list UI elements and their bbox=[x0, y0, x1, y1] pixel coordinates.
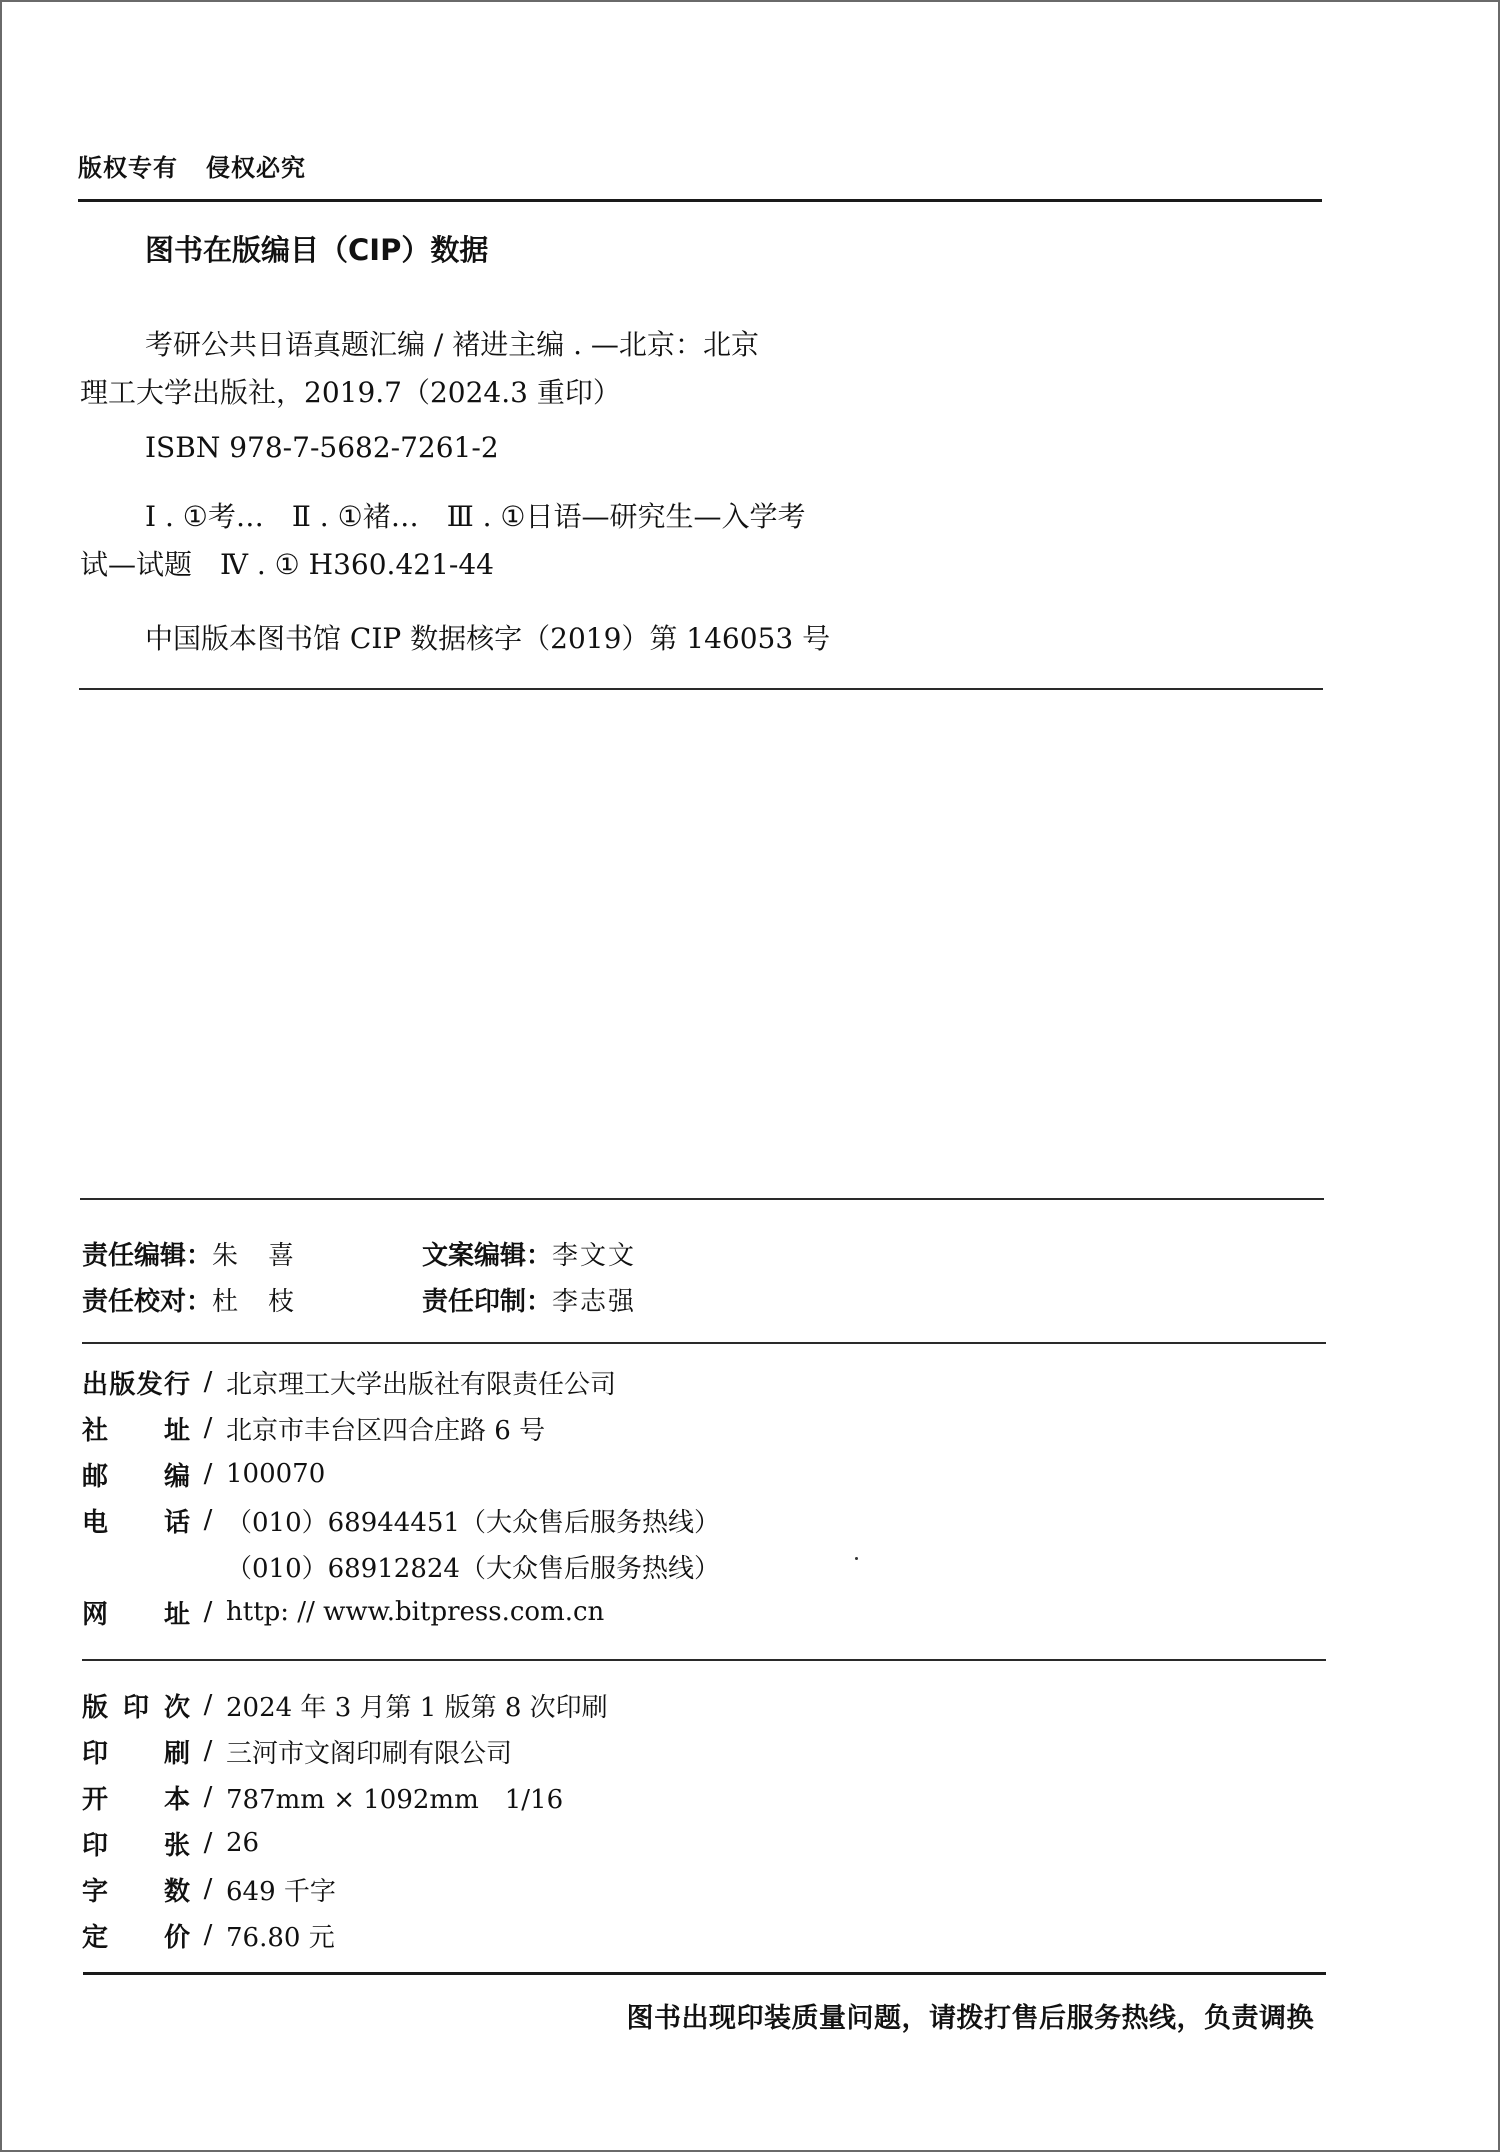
separator: / bbox=[203, 1413, 213, 1443]
separator: / bbox=[203, 1920, 213, 1950]
separator: / bbox=[203, 1597, 213, 1627]
separator: / bbox=[203, 1459, 213, 1489]
copyright-notice bbox=[78, 148, 306, 183]
phone-row-2 bbox=[82, 1543, 720, 1589]
scan-speck bbox=[855, 1557, 858, 1560]
cip-title: 图书在版编目（CIP）数据 bbox=[145, 233, 489, 267]
format-value: 787mm × 1092mm 1/16 bbox=[226, 1784, 564, 1815]
printer-row bbox=[82, 1728, 608, 1774]
separator: / bbox=[203, 1367, 213, 1397]
divider-editors-top bbox=[80, 1198, 1324, 1200]
editor-copy bbox=[422, 1235, 762, 1272]
separator: / bbox=[203, 1874, 213, 1904]
cip-line-1: 考研公共日语真题汇编 / 褚进主编 . —北京：北京 bbox=[145, 328, 759, 361]
publisher-name: 北京理工大学出版社有限责任公司 bbox=[226, 1369, 617, 1400]
divider-print-top bbox=[82, 1659, 1326, 1661]
publisher-row bbox=[82, 1359, 720, 1405]
editor-value: 杜 枝 bbox=[212, 1286, 297, 1317]
price-value: 76.80 元 bbox=[226, 1922, 335, 1953]
info-label: 出 版 发 行 bbox=[82, 1369, 190, 1400]
editor-value: 李文文 bbox=[552, 1240, 637, 1271]
info-label: 字 数 bbox=[82, 1876, 190, 1907]
info-label: 印 刷 bbox=[82, 1738, 190, 1769]
phone-value-2: （010）68912824（大众售后服务热线） bbox=[226, 1553, 720, 1584]
cip-record-number: 中国版本图书馆 CIP 数据核字（2019）第 146053 号 bbox=[145, 622, 831, 655]
editor-label: 责任印制： bbox=[422, 1286, 553, 1317]
info-label: 开 本 bbox=[82, 1784, 190, 1815]
sheets-row bbox=[82, 1820, 608, 1866]
address-value: 北京市丰台区四合庄路 6 号 bbox=[226, 1415, 546, 1446]
wordcount-row bbox=[82, 1866, 608, 1912]
sheets-value: 26 bbox=[226, 1828, 260, 1858]
editor-proofreader bbox=[82, 1281, 422, 1318]
info-label: 版 印 次 bbox=[82, 1692, 190, 1723]
info-label: 电 话 bbox=[82, 1507, 190, 1538]
printer-value: 三河市文阁印刷有限公司 bbox=[226, 1738, 513, 1769]
website-row bbox=[82, 1589, 720, 1635]
copyright-left: 版权专有 bbox=[78, 154, 178, 182]
info-label: 印 张 bbox=[82, 1830, 190, 1861]
phone-value-1: （010）68944451（大众售后服务热线） bbox=[226, 1507, 720, 1538]
print-info bbox=[82, 1682, 608, 1958]
editor-responsible bbox=[82, 1235, 422, 1272]
editor-label: 责任编辑： bbox=[82, 1240, 213, 1271]
wordcount-value: 649 千字 bbox=[226, 1876, 336, 1907]
editor-value: 朱 喜 bbox=[212, 1240, 297, 1271]
editor-label: 责任校对： bbox=[82, 1286, 213, 1317]
address-row bbox=[82, 1405, 720, 1451]
cip-line-2: 理工大学出版社，2019.7（2024.3 重印） bbox=[80, 376, 621, 409]
cip-isbn: ISBN 978-7-5682-7261-2 bbox=[145, 431, 499, 464]
edition-row bbox=[82, 1682, 608, 1728]
phone-row bbox=[82, 1497, 720, 1543]
editor-label: 文案编辑： bbox=[422, 1240, 553, 1271]
separator: / bbox=[203, 1782, 213, 1812]
footer-note: 图书出现印装质量问题，请拨打售后服务热线，负责调换 bbox=[626, 2003, 1314, 2034]
website-link[interactable]: http: // www.bitpress.com.cn bbox=[226, 1597, 605, 1627]
info-label: 网 址 bbox=[82, 1599, 190, 1630]
editors-block bbox=[82, 1230, 762, 1322]
price-row bbox=[82, 1912, 608, 1958]
postcode-value: 100070 bbox=[226, 1459, 326, 1489]
cip-classification-2: 试—试题 Ⅳ . ① H360.421-44 bbox=[80, 548, 494, 581]
edition-value: 2024 年 3 月第 1 版第 8 次印刷 bbox=[226, 1692, 608, 1723]
editor-value: 李志强 bbox=[552, 1286, 637, 1317]
postcode-row bbox=[82, 1451, 720, 1497]
cip-classification-1: Ⅰ . ①考… Ⅱ . ①褚… Ⅲ . ①日语—研究生—入学考 bbox=[145, 500, 806, 533]
copyright-right: 侵权必究 bbox=[206, 154, 306, 182]
editors-row-2 bbox=[82, 1276, 762, 1322]
divider-cip-bottom bbox=[79, 688, 1323, 690]
publisher-info bbox=[82, 1359, 720, 1635]
info-label: 邮 编 bbox=[82, 1461, 190, 1492]
separator: / bbox=[203, 1736, 213, 1766]
divider-top bbox=[78, 199, 1322, 202]
divider-publisher-top bbox=[82, 1342, 1326, 1344]
divider-bottom bbox=[83, 1972, 1326, 1975]
editors-row-1 bbox=[82, 1230, 762, 1276]
info-label: 定 价 bbox=[82, 1922, 190, 1953]
separator: / bbox=[203, 1505, 213, 1535]
separator: / bbox=[203, 1828, 213, 1858]
editor-printing bbox=[422, 1281, 762, 1318]
separator: / bbox=[203, 1690, 213, 1720]
format-row bbox=[82, 1774, 608, 1820]
info-label: 社 址 bbox=[82, 1415, 190, 1446]
